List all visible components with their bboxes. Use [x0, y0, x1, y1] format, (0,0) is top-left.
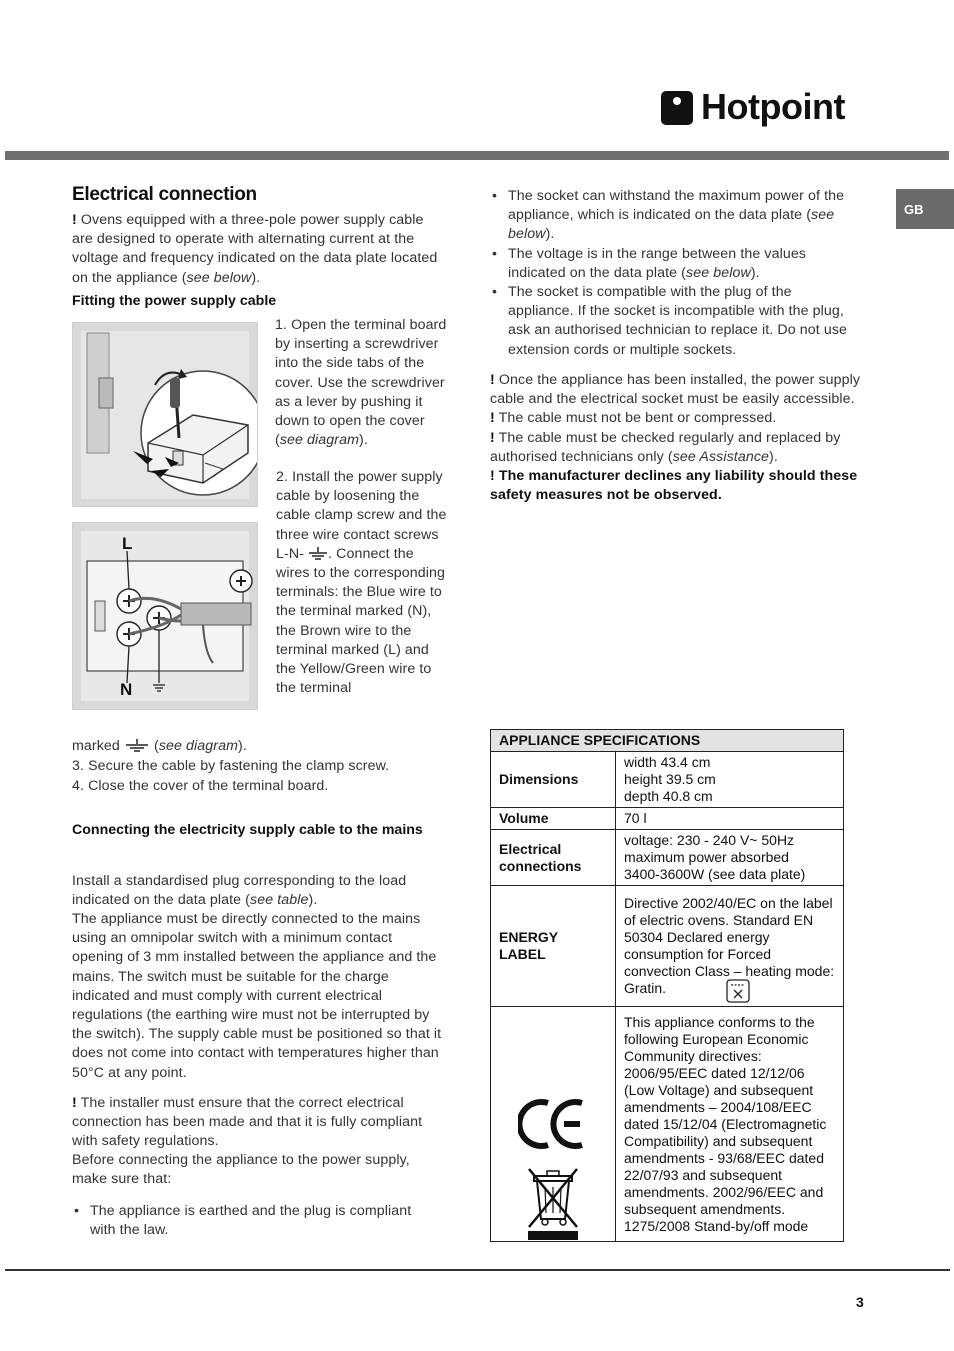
- mains-title: Connecting the electricity supply cable to the mains: [72, 822, 423, 838]
- warning-checked: ! The cable must be checked regularly and replaced by authorised technicians only (see Assistance).: [490, 429, 841, 465]
- ce-mark-icon: [518, 1097, 586, 1151]
- gratin-mode-icon: [726, 979, 750, 1003]
- weee-bin-icon: [525, 1167, 581, 1241]
- live-terminal-label: L: [122, 534, 133, 553]
- brand-name: Hotpoint: [701, 86, 845, 127]
- energy-value: Directive 2002/40/EC on the label of electric ovens. Standard EN 50304 Declared energy consumption for Forced convection Class – heating mode: Gratin.: [616, 886, 844, 1007]
- wiring-terminals-illustration: [73, 523, 257, 709]
- hotpoint-mark-icon: [661, 91, 693, 125]
- step-1-text: 1. Open the terminal board by inserting a screwdriver into the side tabs of the cover. Use the screwdriver as a lever by pushing it down to open the cover (see diagram).: [275, 317, 447, 449]
- header-rule: [5, 151, 949, 160]
- installer-warning: ! The installer must ensure that the correct electrical connection has been made and that it is fully compliant with safety regulations.: [72, 1095, 423, 1150]
- mains-paragraph-2: The appliance must be directly connected to the mains using an omnipolar switch with a minimum contact opening of 3 mm installed between the appliance and the mains. The switch must be suitable for the charge indicated and must comply with current electrical regulations (the earthing wire must not be interrupted by the switch). The supply cable must be positioned so that it does not come into contact with temperatures higher than 50°C at any point.: [72, 911, 442, 1081]
- footer-rule: [5, 1269, 950, 1271]
- checklist-left: [72, 1202, 437, 1240]
- terminal-board-diagram: [72, 322, 258, 507]
- mains-paragraph-1: Install a standardised plug corresponding to the load indicated on the data plate (see table).: [72, 873, 407, 909]
- language-tab: [896, 189, 954, 229]
- electrical-label: Electrical connections: [491, 830, 616, 886]
- earth-symbol-icon: [124, 739, 150, 753]
- step-3-text: 3. Secure the cable by fastening the clamp screw.: [72, 758, 390, 774]
- warning-accessible: ! Once the appliance has been installed, the power supply cable and the electrical socket must be easily accessible.: [490, 372, 861, 408]
- page-number: 3: [856, 1294, 864, 1310]
- intro-paragraph: ! Ovens equipped with a three-pole power supply cable are designed to operate with alternating current at the voltage and frequency indicated on the data plate located on the appliance (see below).: [72, 212, 438, 286]
- list-item: • The voltage is in the range between the values indicated on the data plate (see below).: [490, 245, 860, 283]
- table-row: [491, 730, 844, 752]
- fitting-title: Fitting the power supply cable: [72, 293, 277, 309]
- electrical-value: voltage: 230 - 240 V~ 50Hz maximum power absorbed 3400-3600W (see data plate): [616, 830, 844, 886]
- table-row: [491, 1007, 844, 1242]
- list-item: • The appliance is earthed and the plug is compliant with the law.: [72, 1202, 437, 1240]
- list-item: • The socket is compatible with the plug of the appliance. If the socket is incompatible with the plug, ask an authorised technician to replace it. Do not use extension cords or multiple sockets.: [490, 283, 860, 360]
- warning-liability: ! The manufacturer declines any liability should these safety measures not be observed.: [490, 468, 858, 504]
- compliance-logos-cell: [491, 1007, 616, 1242]
- list-item: • The socket can withstand the maximum power of the appliance, which is indicated on the data plate (see below).: [490, 187, 860, 245]
- section-title: Electrical connection: [72, 184, 257, 205]
- step-4-text: 4. Close the cover of the terminal board.: [72, 778, 329, 794]
- step-2-end: marked (see diagram).: [72, 738, 247, 754]
- warning-bent: ! The cable must not be bent or compressed.: [490, 410, 777, 427]
- terminal-cover-illustration: [73, 323, 257, 506]
- safety-warnings: [490, 371, 862, 505]
- table-row: [491, 808, 844, 830]
- compliance-value: This appliance conforms to the following European Economic Community directives: 2006/95/EEC dated 12/12/06 (Low Voltage) and subsequent amendments – 2004/108/EEC dated 15/12/04 (Electromagnetic Compatibility) and subsequent amendments - 93/68/EEC dated 22/07/93 and subsequent amendments. 2002/96/EEC and subsequent amendments. 1275/2008 Stand-by/off mode: [616, 1007, 844, 1242]
- energy-label: ENERGY LABEL: [491, 886, 616, 1007]
- table-row: [491, 886, 844, 1007]
- warning-mark: !: [72, 212, 77, 228]
- specifications-table: [490, 729, 844, 1242]
- wiring-diagram: [72, 522, 258, 710]
- step-2-text: 2. Install the power supply cable by loosening the cable clamp screw and the three wire contact screws L-N- . Connect the wires to the corresponding terminals: the Blue wire to the terminal marked (N), the Brown wire to the terminal marked (L) and the Yellow/Green wire to the terminal: [276, 469, 447, 697]
- neutral-terminal-label: N: [120, 680, 133, 699]
- volume-value: 70 l: [616, 808, 844, 830]
- table-header: APPLIANCE SPECIFICATIONS: [491, 730, 844, 752]
- volume-label: Volume: [491, 808, 616, 830]
- table-row: [491, 830, 844, 886]
- before-connecting-text: Before connecting the appliance to the power supply, make sure that:: [72, 1152, 410, 1188]
- table-row: [491, 752, 844, 808]
- language-code: GB: [904, 201, 924, 217]
- dimensions-label: Dimensions: [491, 752, 616, 808]
- earth-symbol-icon: [308, 547, 328, 561]
- checklist-right: [490, 187, 860, 360]
- dimensions-value: width 43.4 cm height 39.5 cm depth 40.8 cm: [616, 752, 844, 808]
